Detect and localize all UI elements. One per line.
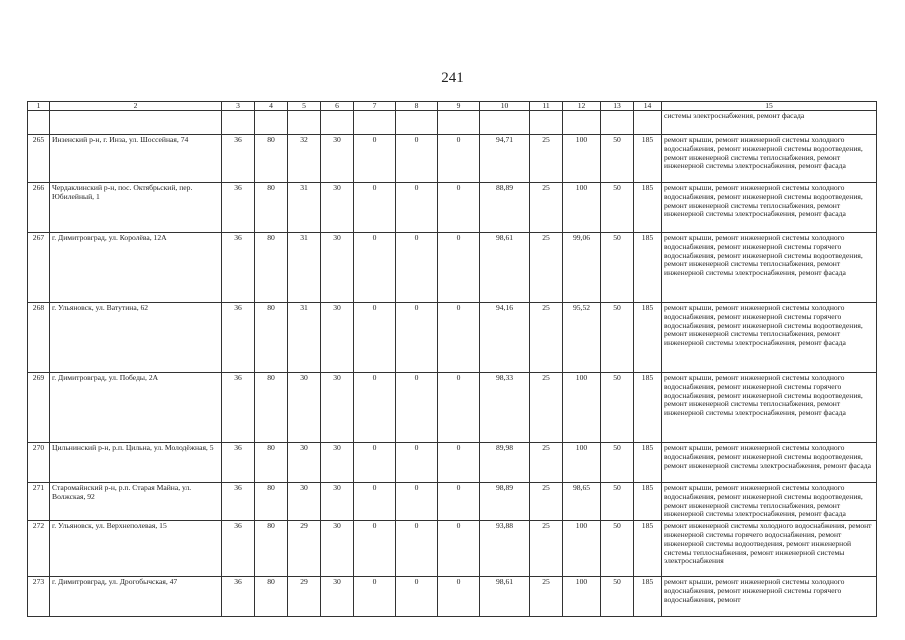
column-header: 9 (438, 102, 480, 111)
address: г. Ульяновск, ул. Верхнеполевая, 15 (50, 521, 222, 577)
row-number: 267 (28, 233, 50, 303)
col-7: 0 (354, 483, 396, 521)
col-5: 32 (288, 135, 321, 183)
column-header: 15 (662, 102, 877, 111)
col-11: 25 (530, 577, 563, 617)
column-header: 12 (563, 102, 601, 111)
col-13: 50 (601, 443, 634, 483)
page-number: 241 (441, 70, 464, 86)
col-7: 0 (354, 521, 396, 577)
col-14: 185 (634, 183, 662, 233)
col-3: 36 (222, 373, 255, 443)
work-description: ремонт крыши, ремонт инженерной системы холодного водоснабжения, ремонт инженерной системы водоотведения, ремонт инженерной системы теплоснабжения, ремонт инженерной системы электроснабжения, ремонт фасада (662, 135, 877, 183)
row-number: 271 (28, 483, 50, 521)
continuation-text: системы электроснабжения, ремонт фасада (662, 111, 877, 135)
col-9: 0 (438, 233, 480, 303)
table-row (28, 483, 877, 521)
col-3: 36 (222, 303, 255, 373)
col-8: 0 (396, 233, 438, 303)
col-3: 36 (222, 183, 255, 233)
col-11: 25 (530, 303, 563, 373)
col-7: 0 (354, 135, 396, 183)
col-4: 80 (255, 373, 288, 443)
row-number: 270 (28, 443, 50, 483)
table-row (28, 135, 877, 183)
col-10: 98,33 (480, 373, 530, 443)
row-number: 265 (28, 135, 50, 183)
column-number-row (28, 102, 877, 111)
work-description: ремонт крыши, ремонт инженерной системы холодного водоснабжения, ремонт инженерной системы водоотведения, ремонт инженерной системы электроснабжения, ремонт фасада (662, 443, 877, 483)
col-8: 0 (396, 483, 438, 521)
col-6: 30 (321, 521, 354, 577)
col-11: 25 (530, 521, 563, 577)
col-7: 0 (354, 183, 396, 233)
work-description: ремонт крыши, ремонт инженерной системы холодного водоснабжения, ремонт инженерной системы горячего водоснабжения, ремонт (662, 577, 877, 617)
work-description: ремонт крыши, ремонт инженерной системы холодного водоснабжения, ремонт инженерной системы горячего водоснабжения, ремонт инженерной системы водоотведения, ремонт инженерной системы теплоснабжения, ремонт инженерной системы электроснабжения, ремонт фасада (662, 303, 877, 373)
column-header: 5 (288, 102, 321, 111)
col-6: 30 (321, 233, 354, 303)
col-9: 0 (438, 443, 480, 483)
table-row (28, 521, 877, 577)
col-4: 80 (255, 577, 288, 617)
col-5: 29 (288, 577, 321, 617)
col-7: 0 (354, 577, 396, 617)
table-row (28, 183, 877, 233)
continuation-row (28, 111, 877, 135)
col-11: 25 (530, 373, 563, 443)
column-header: 4 (255, 102, 288, 111)
col-14: 185 (634, 373, 662, 443)
col-8: 0 (396, 373, 438, 443)
col-6: 30 (321, 183, 354, 233)
col-7: 0 (354, 233, 396, 303)
col-11: 25 (530, 135, 563, 183)
row-number: 273 (28, 577, 50, 617)
column-header: 7 (354, 102, 396, 111)
address: г. Димитровград, ул. Королёва, 12А (50, 233, 222, 303)
col-12: 100 (563, 577, 601, 617)
col-5: 29 (288, 521, 321, 577)
col-3: 36 (222, 521, 255, 577)
address: Чердаклинский р-н, пос. Октябрьский, пер. Юбилейный, 1 (50, 183, 222, 233)
col-9: 0 (438, 483, 480, 521)
address: Старомайнский р-н, р.п. Старая Майна, ул. Волжская, 92 (50, 483, 222, 521)
col-8: 0 (396, 135, 438, 183)
work-description: ремонт крыши, ремонт инженерной системы холодного водоснабжения, ремонт инженерной системы водоотведения, ремонт инженерной системы теплоснабжения, ремонт инженерной системы электроснабжения, ремонт фасада (662, 183, 877, 233)
table-row (28, 443, 877, 483)
column-header: 11 (530, 102, 563, 111)
col-14: 185 (634, 303, 662, 373)
col-5: 30 (288, 483, 321, 521)
col-13: 50 (601, 303, 634, 373)
work-description: ремонт крыши, ремонт инженерной системы холодного водоснабжения, ремонт инженерной системы водоотведения, ремонт инженерной системы теплоснабжения, ремонт инженерной системы электроснабжения, ремонт фасада (662, 483, 877, 521)
col-12: 98,65 (563, 483, 601, 521)
col-5: 30 (288, 373, 321, 443)
col-14: 185 (634, 443, 662, 483)
column-header: 1 (28, 102, 50, 111)
work-description: ремонт крыши, ремонт инженерной системы холодного водоснабжения, ремонт инженерной системы горячего водоснабжения, ремонт инженерной системы водоотведения, ремонт инженерной системы теплоснабжения, ремонт инженерной системы электроснабжения, ремонт фасада (662, 373, 877, 443)
col-13: 50 (601, 183, 634, 233)
col-13: 50 (601, 373, 634, 443)
repair-program-table (27, 101, 877, 617)
address: г. Димитровград, ул. Победы, 2А (50, 373, 222, 443)
col-13: 50 (601, 483, 634, 521)
col-10: 98,61 (480, 577, 530, 617)
col-10: 89,98 (480, 443, 530, 483)
col-14: 185 (634, 521, 662, 577)
col-3: 36 (222, 577, 255, 617)
col-9: 0 (438, 183, 480, 233)
address: г. Ульяновск, ул. Ватутина, 62 (50, 303, 222, 373)
col-6: 30 (321, 135, 354, 183)
col-6: 30 (321, 483, 354, 521)
col-12: 95,52 (563, 303, 601, 373)
column-header: 14 (634, 102, 662, 111)
col-10: 98,61 (480, 233, 530, 303)
col-10: 94,71 (480, 135, 530, 183)
col-14: 185 (634, 233, 662, 303)
col-10: 88,89 (480, 183, 530, 233)
col-13: 50 (601, 521, 634, 577)
col-10: 98,89 (480, 483, 530, 521)
col-8: 0 (396, 577, 438, 617)
col-14: 185 (634, 483, 662, 521)
col-4: 80 (255, 521, 288, 577)
col-8: 0 (396, 443, 438, 483)
address: Цильнинский р-н, р.п. Цильна, ул. Молодёжная, 5 (50, 443, 222, 483)
work-description: ремонт крыши, ремонт инженерной системы холодного водоснабжения, ремонт инженерной системы горячего водоснабжения, ремонт инженерной системы водоотведения, ремонт инженерной системы теплоснабжения, ремонт инженерной системы электроснабжения, ремонт фасада (662, 233, 877, 303)
col-12: 100 (563, 135, 601, 183)
col-13: 50 (601, 577, 634, 617)
col-12: 99,06 (563, 233, 601, 303)
col-3: 36 (222, 483, 255, 521)
col-13: 50 (601, 233, 634, 303)
col-12: 100 (563, 521, 601, 577)
table-row (28, 373, 877, 443)
col-5: 31 (288, 233, 321, 303)
col-10: 93,88 (480, 521, 530, 577)
col-11: 25 (530, 183, 563, 233)
col-5: 31 (288, 303, 321, 373)
col-10: 94,16 (480, 303, 530, 373)
col-4: 80 (255, 183, 288, 233)
col-7: 0 (354, 443, 396, 483)
address: Инзенский р-н, г. Инза, ул. Шоссейная, 74 (50, 135, 222, 183)
col-3: 36 (222, 135, 255, 183)
col-11: 25 (530, 443, 563, 483)
row-number: 269 (28, 373, 50, 443)
table-row (28, 303, 877, 373)
col-14: 185 (634, 135, 662, 183)
column-header: 8 (396, 102, 438, 111)
row-number: 272 (28, 521, 50, 577)
col-6: 30 (321, 373, 354, 443)
address: г. Димитровград, ул. Дрогобычская, 47 (50, 577, 222, 617)
col-4: 80 (255, 233, 288, 303)
col-5: 30 (288, 443, 321, 483)
col-12: 100 (563, 443, 601, 483)
col-4: 80 (255, 135, 288, 183)
column-header: 3 (222, 102, 255, 111)
col-12: 100 (563, 373, 601, 443)
col-9: 0 (438, 303, 480, 373)
col-11: 25 (530, 233, 563, 303)
col-6: 30 (321, 303, 354, 373)
col-3: 36 (222, 233, 255, 303)
col-4: 80 (255, 443, 288, 483)
col-12: 100 (563, 183, 601, 233)
column-header: 6 (321, 102, 354, 111)
row-number: 268 (28, 303, 50, 373)
col-4: 80 (255, 483, 288, 521)
col-3: 36 (222, 443, 255, 483)
table-row (28, 577, 877, 617)
column-header: 13 (601, 102, 634, 111)
col-9: 0 (438, 577, 480, 617)
col-11: 25 (530, 483, 563, 521)
column-header: 10 (480, 102, 530, 111)
table-row (28, 233, 877, 303)
col-9: 0 (438, 373, 480, 443)
col-13: 50 (601, 135, 634, 183)
col-4: 80 (255, 303, 288, 373)
col-9: 0 (438, 521, 480, 577)
col-9: 0 (438, 135, 480, 183)
col-8: 0 (396, 303, 438, 373)
column-header: 2 (50, 102, 222, 111)
row-number: 266 (28, 183, 50, 233)
col-7: 0 (354, 373, 396, 443)
col-8: 0 (396, 521, 438, 577)
col-8: 0 (396, 183, 438, 233)
work-description: ремонт инженерной системы холодного водоснабжения, ремонт инженерной системы горячего водоснабжения, ремонт инженерной системы водоотведения, ремонт инженерной системы теплоснабжения, ремонт инженерной системы электроснабжения (662, 521, 877, 577)
col-6: 30 (321, 577, 354, 617)
col-6: 30 (321, 443, 354, 483)
col-14: 185 (634, 577, 662, 617)
col-7: 0 (354, 303, 396, 373)
col-5: 31 (288, 183, 321, 233)
